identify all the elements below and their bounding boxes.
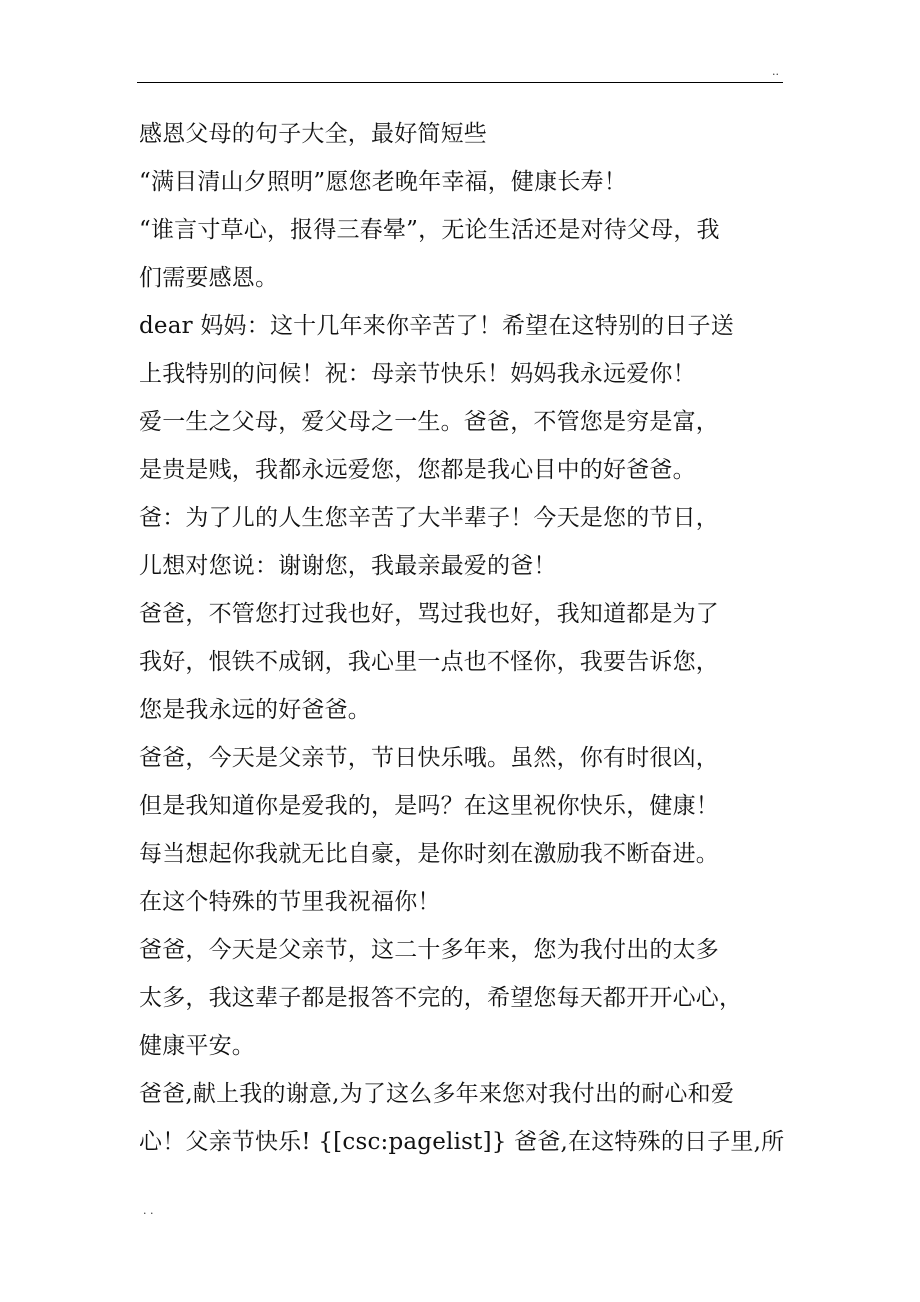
text-line: 爸：为了儿的人生您辛苦了大半辈子！今天是您的节日，: [139, 505, 719, 531]
text-line: 爸爸，今天是父亲节，这二十多年来，您为我付出的太多: [139, 937, 719, 963]
text-line: 心！父亲节快乐! {[csc:pagelist]} 爸爸,在这特殊的日子里,所: [139, 1129, 785, 1155]
text-line: 我好，恨铁不成钢，我心里一点也不怪你，我要告诉您，: [139, 649, 719, 675]
text-line: 爱一生之父母，爱父母之一生。爸爸，不管您是穷是富，: [139, 409, 719, 435]
text-line: 爸爸，今天是父亲节，节日快乐哦。虽然，你有时很凶，: [139, 745, 719, 771]
text-line: 儿想对您说：谢谢您，我最亲最爱的爸！: [139, 553, 557, 579]
text-line: 上我特别的问候！祝：母亲节快乐！妈妈我永远爱你！: [139, 361, 696, 387]
text-line: dear 妈妈：这十几年来你辛苦了！希望在这特别的日子送: [139, 313, 734, 339]
text-line: 们需要感恩。: [139, 265, 279, 291]
text-line: 太多，我这辈子都是报答不完的，希望您每天都开开心心，: [139, 985, 743, 1011]
document-title: 感恩父母的句子大全，最好简短些: [139, 121, 487, 147]
footer-mark: . .: [143, 1204, 154, 1217]
header-mark: ..: [772, 65, 779, 78]
document-body: [139, 110, 789, 1166]
text-line: 在这个特殊的节里我祝福你！: [139, 889, 441, 915]
text-line: 爸爸,献上我的谢意,为了这么多年来您对我付出的耐心和爱: [139, 1081, 735, 1107]
text-line: 是贵是贱，我都永远爱您，您都是我心目中的好爸爸。: [139, 457, 696, 483]
text-line: 健康平安。: [139, 1033, 255, 1059]
text-line: “谁言寸草心，报得三春晕”，无论生活还是对待父母，我: [139, 217, 720, 243]
text-line: 您是我永远的好爸爸。: [139, 697, 371, 723]
text-line: 每当想起你我就无比自豪，是你时刻在激励我不断奋进。: [139, 841, 719, 867]
text-line: “满目清山夕照明”愿您老晚年幸福，健康长寿！: [139, 169, 627, 195]
text-line: 但是我知道你是爱我的，是吗？在这里祝你快乐，健康！: [139, 793, 719, 819]
header-rule: [137, 82, 783, 83]
text-line: 爸爸，不管您打过我也好，骂过我也好，我知道都是为了: [139, 601, 719, 627]
